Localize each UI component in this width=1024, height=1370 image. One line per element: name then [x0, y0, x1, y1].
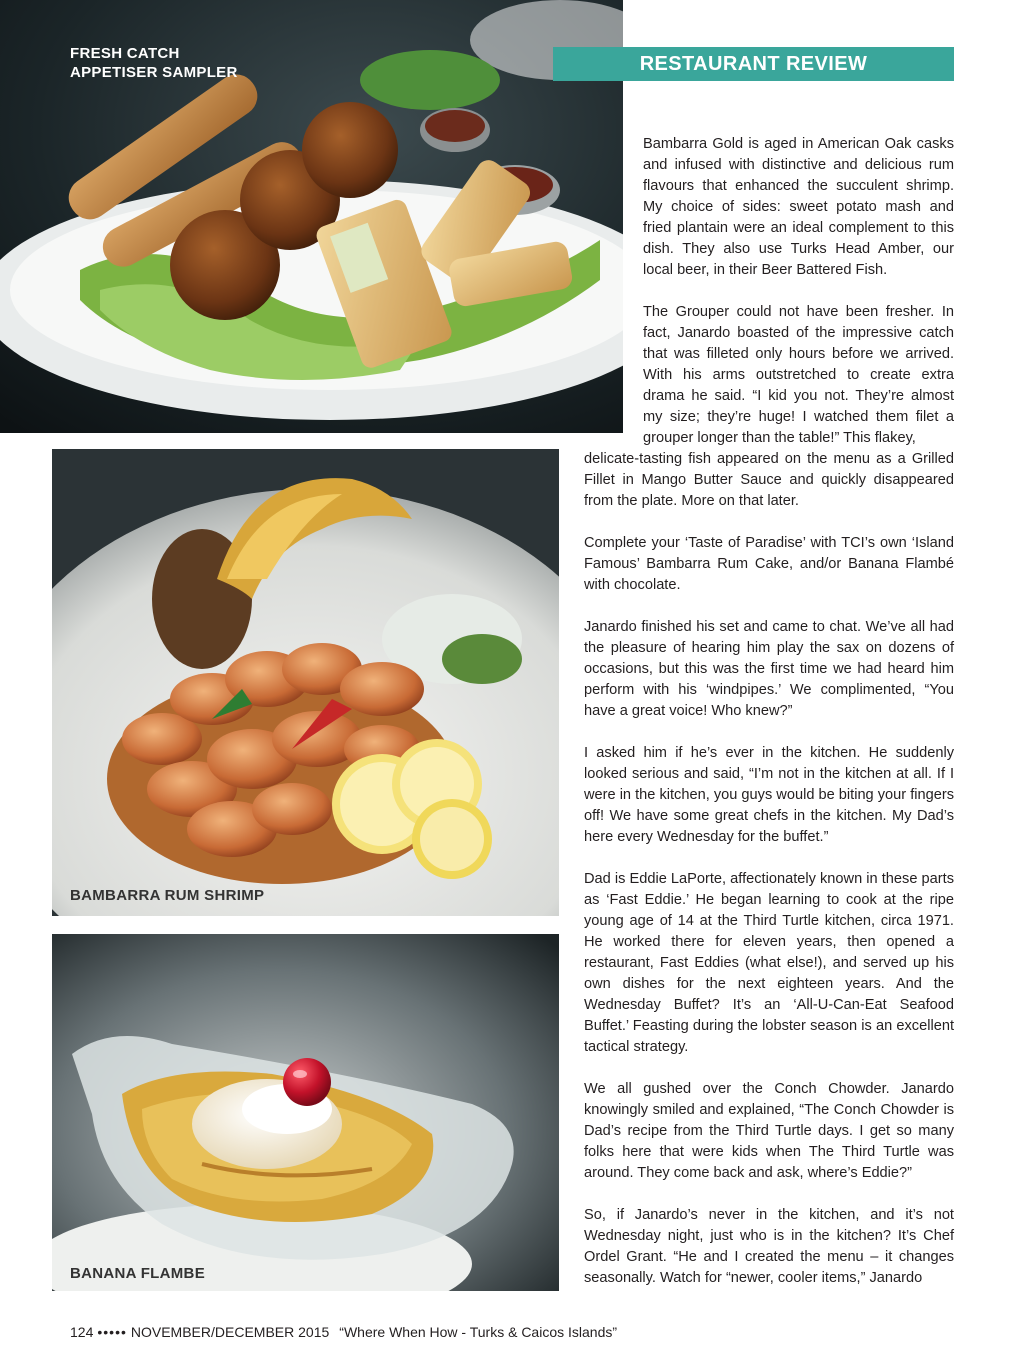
issue-date: NOVEMBER/DECEMBER 2015	[130, 1324, 330, 1340]
flambe-caption: BANANA FLAMBE	[70, 1265, 205, 1282]
page-number: 124	[70, 1324, 94, 1340]
article-column-b	[584, 449, 954, 1289]
section-banner: RESTAURANT REVIEW	[553, 47, 954, 81]
article-column-a	[643, 134, 954, 449]
appetiser-caption-line2: APPETISER SAMPLER	[70, 64, 238, 81]
page-footer	[70, 1324, 617, 1340]
banana-flambe-photo	[52, 934, 559, 1291]
publication-name: “Where When How - Turks & Caicos Islands”	[339, 1324, 618, 1340]
footer-dots: •••••	[97, 1324, 127, 1340]
shrimp-illustration	[52, 449, 559, 916]
paragraph: Dad is Eddie LaPorte, affectionately known in these parts as ‘Fast Eddie.’ He began learning to cook at the ripe young age of 14 at the Third Turtle kitchen, circa 1971. He worked there for eleven years, then opened a restaurant, Fast Eddies (what else!), and served up his own dishes for the next eighteen years. And the Wednesday Buffet? It’s an ‘All-U-Can-Eat Seafood Buffet.’ Feasting during the lobster season is an excellent tactical strategy.	[584, 871, 954, 1055]
paragraph: We all gushed over the Conch Chowder. Janardo knowingly smiled and explained, “The Conch Chowder is Dad’s recipe from the Third Turtle days. I get so many folks here that were kids when The Third Turtle was around. They come back and ask, where’s Eddie?”	[584, 1081, 954, 1181]
bambarra-rum-shrimp-photo	[52, 449, 559, 916]
appetiser-caption-line1: FRESH CATCH	[70, 45, 180, 62]
paragraph: I asked him if he’s ever in the kitchen. He suddenly looked serious and said, “I’m not in the kitchen at all. If I were in the kitchen, you guys would be biting your fingers off! We have some great chefs in the kitchen. My Dad’s here every Wednesday for the buffet.”	[584, 745, 954, 845]
paragraph: The Grouper could not have been fresher. In fact, Janardo boasted of the impressive catch that was filleted only hours before we arrived. With his arms outstretched to create extra drama he said. “I kid you not. They’re almost my size; they’re huge! I watched them filet a grouper longer than the table!” This flakey,	[643, 304, 954, 446]
flambe-illustration	[52, 934, 559, 1291]
paragraph: delicate-tasting fish appeared on the menu as a Grilled Fillet in Mango Butter Sauce and quickly disappeared from the plate. More on that later.	[584, 451, 954, 509]
paragraph: Janardo finished his set and came to chat. We’ve all had the pleasure of hearing him play the sax on dozens of occasions, but this was the first time we had heard him perform with his ‘windpipes.’ We complimented, “You have a great voice! Who knew?”	[584, 619, 954, 719]
shrimp-caption: BAMBARRA RUM SHRIMP	[70, 887, 265, 904]
paragraph: So, if Janardo’s never in the kitchen, and it’s not Wednesday night, just who is in the kitchen? It’s Chef Ordel Grant. “He and I created the menu – it changes seasonally. Watch for “newer, cooler items,” Janardo	[584, 1207, 954, 1286]
appetiser-caption	[70, 44, 238, 82]
paragraph: Complete your ‘Taste of Paradise’ with TCI’s own ‘Island Famous’ Bambarra Rum Cake, and/or Banana Flambé with chocolate.	[584, 535, 954, 593]
paragraph: Bambarra Gold is aged in American Oak casks and infused with distinctive and delicious rum flavours that enhanced the succulent shrimp. My choice of sides: sweet potato mash and fried plantain were an ideal complement to this dish. They also use Turks Head Amber, our local beer, in their Beer Battered Fish.	[643, 136, 954, 278]
